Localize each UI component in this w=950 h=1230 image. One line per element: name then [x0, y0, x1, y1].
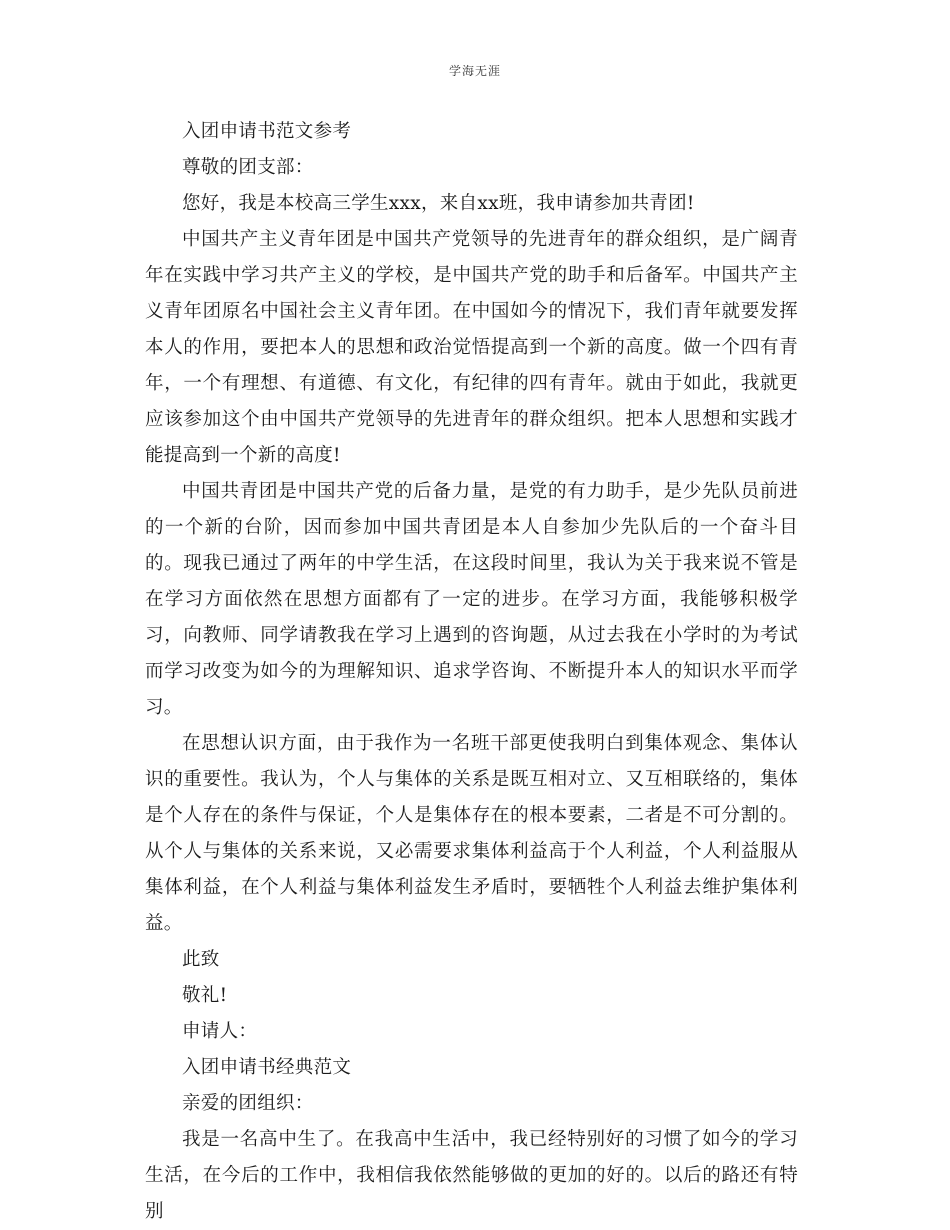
paragraph-body-4: 我是一名高中生了。在我高中生活中，我已经特别好的习惯了如今的学习生活，在今后的工作中，我相信我依然能够做的更加的好的。以后的路还有特别 — [145, 1129, 798, 1222]
paragraph-title-1: 入团申请书范文参考 — [182, 121, 352, 142]
page-header: 学海无涯 — [448, 64, 501, 78]
paragraph-title-2: 入团申请书经典范文 — [182, 1057, 352, 1078]
paragraph-salutation-2: 亲爱的团组织： — [182, 1093, 314, 1114]
paragraph-body-1: 中国共产主义青年团是中国共产党领导的先进青年的群众组织，是广阔青年在实践中学习共产主义的学校，是中国共产党的助手和后备军。中国共产主义青年团原名中国社会主义青年团。在中国如今的情况下，我们青年就要发挥本人的作用，要把本人的思想和政治觉悟提高到一个新的高度。做一个四有青年，一个有理想、有道德、有文化，有纪律的四有青年。就由于如此，我就更应该参加这个由中国共产党领导的先进青年的群众组织。把本人思想和实践才能提高到一个新的高度! — [145, 229, 798, 466]
paragraph-body-3: 在思想认识方面，由于我作为一名班干部更使我明白到集体观念、集体认识的重要性。我认为，个人与集体的关系是既互相对立、又互相联络的，集体是个人存在的条件与保证，个人是集体存在的根本要素，二者是不可分割的。从个人与集体的关系来说，又必需要求集体利益高于个人利益，个人利益服从集体利益，在个人利益与集体利益发生矛盾时，要牺牲个人利益去维护集体利益。 — [145, 733, 798, 934]
paragraph-closing-1: 此致 — [182, 949, 220, 970]
paragraph-closing-2: 敬礼! — [182, 985, 228, 1006]
paragraph-applicant: 申请人： — [182, 1021, 258, 1042]
document-body — [145, 114, 798, 1230]
paragraph-body-2: 中国共青团是中国共产党的后备力量，是党的有力助手，是少先队员前进的一个新的台阶，因而参加中国共青团是本人自参加少先队后的一个奋斗目的。现我已通过了两年的中学生活，在这段时间里，我认为关于我来说不管是在学习方面依然在思想方面都有了一定的进步。在学习方面，我能够积极学习，向教师、同学请教我在学习上遇到的咨询题，从过去我在小学时的为考试而学习改变为如今的为理解知识、追求学咨询、不断提升本人的知识水平而学习。 — [145, 481, 798, 718]
paragraph-salutation-1: 尊敬的团支部： — [182, 157, 314, 178]
paragraph-greeting: 您好，我是本校高三学生xxx，来自xx班，我申请参加共青团! — [182, 193, 695, 214]
